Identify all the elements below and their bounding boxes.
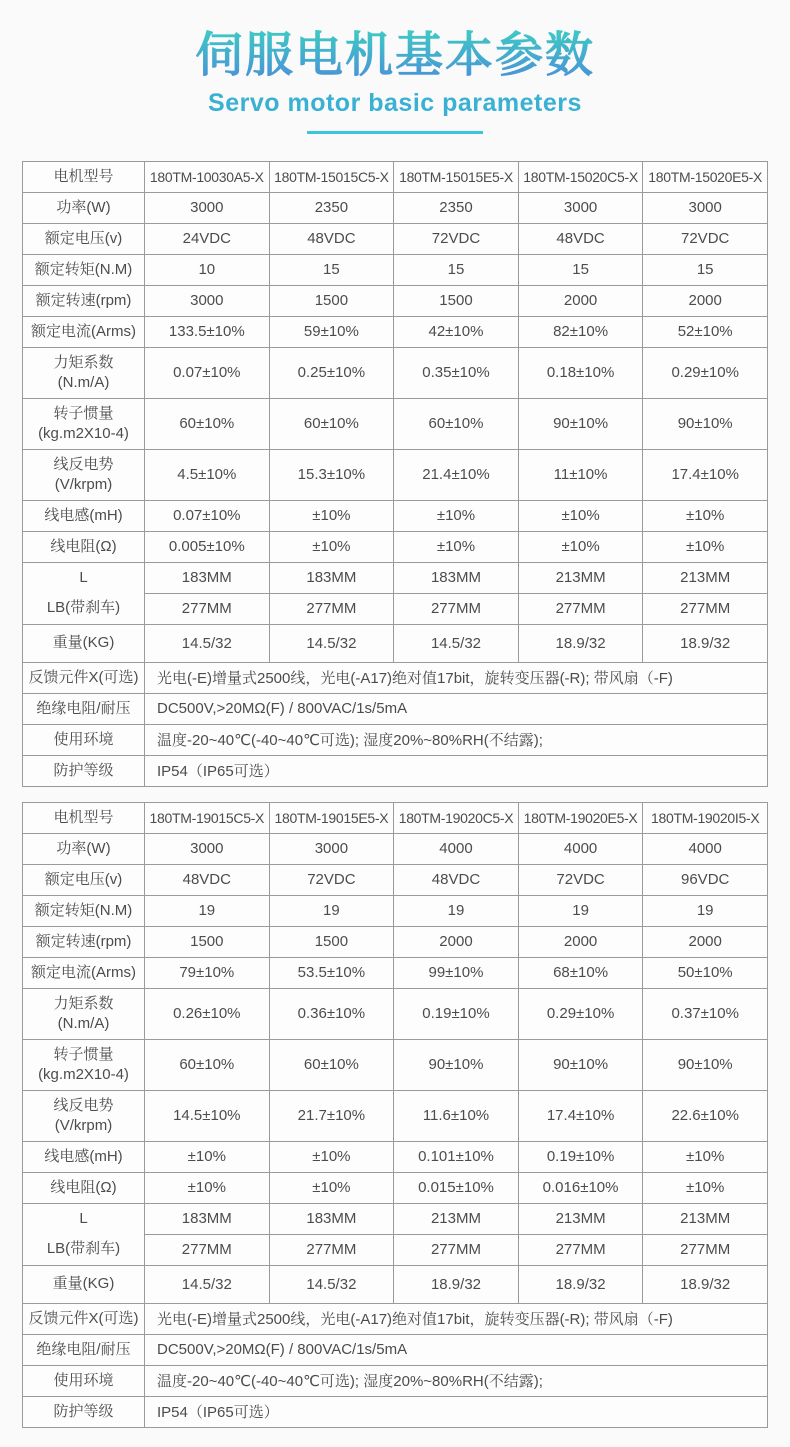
table-row	[23, 624, 768, 662]
value-cell: 183MM	[145, 1203, 270, 1234]
value-cell: 18.9/32	[518, 624, 643, 662]
value-cell: 277MM	[394, 593, 519, 624]
value-cell: 17.4±10%	[643, 449, 768, 500]
value-cell: ±10%	[145, 1141, 270, 1172]
row-label	[23, 562, 145, 624]
value-cell: 0.07±10%	[145, 347, 270, 398]
motor-model-cell: 180TM-15015C5-X	[269, 161, 394, 192]
value-cell: 15	[394, 254, 519, 285]
value-cell: 24VDC	[145, 223, 270, 254]
spec-table-1	[22, 161, 768, 787]
value-cell: 18.9/32	[643, 1265, 768, 1303]
row-label: 额定转矩(N.M)	[23, 254, 145, 285]
value-cell: 183MM	[394, 562, 519, 593]
row-label: 线反电势 (V/krpm)	[23, 1090, 145, 1141]
table-row	[23, 223, 768, 254]
row-label: 线电阻(Ω)	[23, 1172, 145, 1203]
value-cell: 18.9/32	[518, 1265, 643, 1303]
value-cell: 11.6±10%	[394, 1090, 519, 1141]
value-cell: 213MM	[518, 562, 643, 593]
row-label: 重量(KG)	[23, 1265, 145, 1303]
value-cell: 48VDC	[145, 864, 270, 895]
motor-model-cell: 180TM-15015E5-X	[394, 161, 519, 192]
value-cell: 15.3±10%	[269, 449, 394, 500]
row-label	[23, 1203, 145, 1265]
table-row	[23, 562, 768, 593]
row-label-line: LB(带刹车)	[46, 1240, 121, 1258]
row-label: 绝缘电阻/耐压	[23, 1334, 145, 1365]
table-row	[23, 1090, 768, 1141]
value-cell: 99±10%	[394, 957, 519, 988]
row-label: 线电感(mH)	[23, 1141, 145, 1172]
value-cell-full: 光电(-E)增量式2500线，光电(-A17)绝对值17bit，旋转变压器(-R); 带风扇（-F)	[145, 662, 768, 693]
value-cell: 2000	[643, 926, 768, 957]
motor-model-cell: 180TM-19020C5-X	[394, 802, 519, 833]
row-label: 电机型号	[23, 802, 145, 833]
row-label: 功率(W)	[23, 833, 145, 864]
value-cell: 90±10%	[643, 1039, 768, 1090]
value-cell: 22.6±10%	[643, 1090, 768, 1141]
value-cell: 14.5/32	[269, 624, 394, 662]
row-label: 额定电压(v)	[23, 864, 145, 895]
value-cell: 21.4±10%	[394, 449, 519, 500]
row-label: 线电感(mH)	[23, 500, 145, 531]
row-label: 反馈元件X(可选)	[23, 1303, 145, 1334]
value-cell: 0.101±10%	[394, 1141, 519, 1172]
table-row	[23, 398, 768, 449]
row-label: 使用环境	[23, 1365, 145, 1396]
row-label: 力矩系数 (N.m/A)	[23, 347, 145, 398]
value-cell: 60±10%	[394, 398, 519, 449]
row-label-line: L	[79, 1210, 88, 1228]
value-cell: 59±10%	[269, 316, 394, 347]
value-cell: 53.5±10%	[269, 957, 394, 988]
row-label: 额定转矩(N.M)	[23, 895, 145, 926]
value-cell: 277MM	[145, 593, 270, 624]
value-cell: 48VDC	[394, 864, 519, 895]
value-cell: 15	[269, 254, 394, 285]
value-cell: 0.35±10%	[394, 347, 519, 398]
value-cell: ±10%	[643, 500, 768, 531]
value-cell: 0.29±10%	[643, 347, 768, 398]
table-row	[23, 988, 768, 1039]
value-cell: ±10%	[394, 531, 519, 562]
value-cell: 4000	[518, 833, 643, 864]
table-row	[23, 1141, 768, 1172]
motor-model-cell: 180TM-10030A5-X	[145, 161, 270, 192]
value-cell: 52±10%	[643, 316, 768, 347]
value-cell: 19	[518, 895, 643, 926]
value-cell-full: DC500V,>20MΩ(F) / 800VAC/1s/5mA	[145, 1334, 768, 1365]
row-label: 功率(W)	[23, 192, 145, 223]
page-title: 伺服电机基本参数	[194, 29, 595, 82]
value-cell: 277MM	[643, 1234, 768, 1265]
table-row	[23, 449, 768, 500]
table-row	[23, 864, 768, 895]
row-label: 使用环境	[23, 724, 145, 755]
table-row	[23, 755, 768, 786]
value-cell: 183MM	[145, 562, 270, 593]
row-label: 转子惯量 (kg.m2X10-4)	[23, 1039, 145, 1090]
row-label: 额定转速(rpm)	[23, 285, 145, 316]
value-cell: ±10%	[518, 500, 643, 531]
table-row	[23, 192, 768, 223]
value-cell: 1500	[145, 926, 270, 957]
row-label: 电机型号	[23, 161, 145, 192]
value-cell-full: 光电(-E)增量式2500线，光电(-A17)绝对值17bit，旋转变压器(-R); 带风扇（-F)	[145, 1303, 768, 1334]
motor-model-cell: 180TM-19020I5-X	[643, 802, 768, 833]
row-label: 额定电压(v)	[23, 223, 145, 254]
value-cell: 3000	[518, 192, 643, 223]
value-cell: 18.9/32	[394, 1265, 519, 1303]
value-cell: 0.016±10%	[518, 1172, 643, 1203]
value-cell: ±10%	[643, 531, 768, 562]
value-cell: 1500	[269, 285, 394, 316]
value-cell: 68±10%	[518, 957, 643, 988]
value-cell: ±10%	[269, 500, 394, 531]
value-cell-full: 温度-20~40℃(-40~40℃可选); 湿度20%~80%RH(不结露);	[145, 724, 768, 755]
value-cell: 19	[269, 895, 394, 926]
row-label: 线电阻(Ω)	[23, 531, 145, 562]
value-cell: 90±10%	[518, 1039, 643, 1090]
value-cell: 0.36±10%	[269, 988, 394, 1039]
table-row	[23, 1396, 768, 1427]
table-row	[23, 693, 768, 724]
value-cell: ±10%	[518, 531, 643, 562]
value-cell: ±10%	[643, 1172, 768, 1203]
value-cell: 72VDC	[269, 864, 394, 895]
value-cell: 277MM	[145, 1234, 270, 1265]
value-cell: 72VDC	[394, 223, 519, 254]
value-cell: 0.18±10%	[518, 347, 643, 398]
value-cell: 60±10%	[145, 398, 270, 449]
row-label: 线反电势 (V/krpm)	[23, 449, 145, 500]
value-cell: 3000	[643, 192, 768, 223]
value-cell: 2000	[518, 285, 643, 316]
motor-model-cell: 180TM-19015E5-X	[269, 802, 394, 833]
table-row	[23, 926, 768, 957]
value-cell: 133.5±10%	[145, 316, 270, 347]
value-cell: 14.5/32	[394, 624, 519, 662]
value-cell: 72VDC	[518, 864, 643, 895]
value-cell: 277MM	[518, 593, 643, 624]
value-cell: 183MM	[269, 1203, 394, 1234]
value-cell: 21.7±10%	[269, 1090, 394, 1141]
value-cell: 10	[145, 254, 270, 285]
row-label: 重量(KG)	[23, 624, 145, 662]
value-cell: 14.5/32	[145, 624, 270, 662]
spec-table-2	[22, 802, 768, 1428]
value-cell: 213MM	[643, 1203, 768, 1234]
value-cell: 90±10%	[394, 1039, 519, 1090]
value-cell: 19	[394, 895, 519, 926]
table-row	[23, 1365, 768, 1396]
value-cell: 4.5±10%	[145, 449, 270, 500]
row-label-line: L	[79, 569, 88, 587]
table-row	[23, 254, 768, 285]
row-label: 转子惯量 (kg.m2X10-4)	[23, 398, 145, 449]
value-cell-full: DC500V,>20MΩ(F) / 800VAC/1s/5mA	[145, 693, 768, 724]
value-cell: 2350	[394, 192, 519, 223]
table-row	[23, 662, 768, 693]
spec-table-2-body	[23, 802, 768, 1427]
value-cell: ±10%	[145, 1172, 270, 1203]
value-cell: 3000	[145, 285, 270, 316]
value-cell: ±10%	[269, 1141, 394, 1172]
table-row	[23, 316, 768, 347]
value-cell: 0.07±10%	[145, 500, 270, 531]
motor-model-cell: 180TM-15020C5-X	[518, 161, 643, 192]
value-cell: 48VDC	[269, 223, 394, 254]
value-cell: 48VDC	[518, 223, 643, 254]
table-row	[23, 1039, 768, 1090]
value-cell: 72VDC	[643, 223, 768, 254]
value-cell: 90±10%	[643, 398, 768, 449]
value-cell: ±10%	[269, 531, 394, 562]
value-cell: ±10%	[269, 1172, 394, 1203]
value-cell: 60±10%	[269, 398, 394, 449]
row-label: 绝缘电阻/耐压	[23, 693, 145, 724]
value-cell: 0.37±10%	[643, 988, 768, 1039]
value-cell: 96VDC	[643, 864, 768, 895]
value-cell: 2350	[269, 192, 394, 223]
value-cell: 60±10%	[269, 1039, 394, 1090]
value-cell: 14.5±10%	[145, 1090, 270, 1141]
table-row	[23, 500, 768, 531]
value-cell: 17.4±10%	[518, 1090, 643, 1141]
value-cell: 0.19±10%	[518, 1141, 643, 1172]
table-row	[23, 833, 768, 864]
table-row	[23, 1265, 768, 1303]
value-cell: 0.29±10%	[518, 988, 643, 1039]
value-cell: 42±10%	[394, 316, 519, 347]
value-cell-full: IP54（IP65可选）	[145, 1396, 768, 1427]
table-row	[23, 161, 768, 192]
value-cell-full: 温度-20~40℃(-40~40℃可选); 湿度20%~80%RH(不结露);	[145, 1365, 768, 1396]
value-cell: 3000	[145, 192, 270, 223]
table-row	[23, 895, 768, 926]
value-cell: 18.9/32	[643, 624, 768, 662]
value-cell: 3000	[269, 833, 394, 864]
value-cell: 277MM	[269, 1234, 394, 1265]
value-cell-full: IP54（IP65可选）	[145, 755, 768, 786]
title-underline	[307, 131, 483, 134]
value-cell: 82±10%	[518, 316, 643, 347]
table-row	[23, 1334, 768, 1365]
table-row	[23, 1203, 768, 1234]
row-label: 额定转速(rpm)	[23, 926, 145, 957]
value-cell: 3000	[145, 833, 270, 864]
value-cell: 2000	[394, 926, 519, 957]
value-cell: ±10%	[394, 500, 519, 531]
value-cell: 277MM	[394, 1234, 519, 1265]
row-label-line: LB(带刹车)	[46, 599, 121, 617]
value-cell: 2000	[643, 285, 768, 316]
value-cell: 4000	[643, 833, 768, 864]
value-cell: 50±10%	[643, 957, 768, 988]
value-cell: 4000	[394, 833, 519, 864]
value-cell: 183MM	[269, 562, 394, 593]
value-cell: 60±10%	[145, 1039, 270, 1090]
value-cell: 213MM	[394, 1203, 519, 1234]
motor-model-cell: 180TM-19015C5-X	[145, 802, 270, 833]
table-row	[23, 724, 768, 755]
value-cell: 1500	[269, 926, 394, 957]
value-cell: 277MM	[269, 593, 394, 624]
value-cell: 2000	[518, 926, 643, 957]
value-cell: 79±10%	[145, 957, 270, 988]
value-cell: 15	[518, 254, 643, 285]
value-cell: 277MM	[518, 1234, 643, 1265]
value-cell: 19	[145, 895, 270, 926]
row-label: 防护等级	[23, 1396, 145, 1427]
row-label: 反馈元件X(可选)	[23, 662, 145, 693]
value-cell: 14.5/32	[269, 1265, 394, 1303]
value-cell: 11±10%	[518, 449, 643, 500]
value-cell: 19	[643, 895, 768, 926]
table-row	[23, 957, 768, 988]
table-row	[23, 347, 768, 398]
value-cell: 213MM	[643, 562, 768, 593]
value-cell: 0.005±10%	[145, 531, 270, 562]
row-label: 额定电流(Arms)	[23, 957, 145, 988]
value-cell: 0.25±10%	[269, 347, 394, 398]
spec-table-1-body	[23, 161, 768, 786]
table-row	[23, 285, 768, 316]
value-cell: 277MM	[643, 593, 768, 624]
motor-model-cell: 180TM-15020E5-X	[643, 161, 768, 192]
table-row	[23, 1303, 768, 1334]
value-cell: 15	[643, 254, 768, 285]
table-row	[23, 1172, 768, 1203]
row-label: 额定电流(Arms)	[23, 316, 145, 347]
motor-model-cell: 180TM-19020E5-X	[518, 802, 643, 833]
value-cell: 90±10%	[518, 398, 643, 449]
value-cell: ±10%	[643, 1141, 768, 1172]
table-row	[23, 802, 768, 833]
page-subtitle: Servo motor basic parameters	[208, 88, 582, 117]
row-label: 防护等级	[23, 755, 145, 786]
value-cell: 0.19±10%	[394, 988, 519, 1039]
value-cell: 213MM	[518, 1203, 643, 1234]
row-label: 力矩系数 (N.m/A)	[23, 988, 145, 1039]
value-cell: 1500	[394, 285, 519, 316]
value-cell: 0.26±10%	[145, 988, 270, 1039]
table-row	[23, 531, 768, 562]
page-header	[0, 0, 790, 134]
value-cell: 0.015±10%	[394, 1172, 519, 1203]
value-cell: 14.5/32	[145, 1265, 270, 1303]
